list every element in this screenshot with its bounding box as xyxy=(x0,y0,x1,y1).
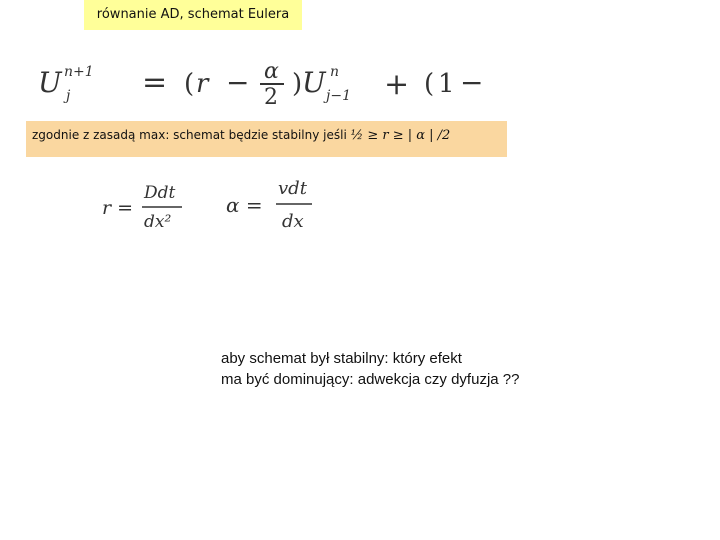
r-definition xyxy=(98,178,198,236)
eq-r: r xyxy=(196,69,209,99)
eq-U-rhs: U xyxy=(302,66,326,99)
eq-open-paren: ( xyxy=(184,69,195,99)
alpha-lhs: α = xyxy=(226,193,263,217)
eq-sub-j: j xyxy=(66,88,71,104)
title-box xyxy=(84,0,302,30)
r-denominator: dx² xyxy=(144,212,172,232)
question-line-2: ma być dominujący: adwekcja czy dyfuzja ?? xyxy=(221,371,520,388)
eq-U-lhs: U xyxy=(38,66,62,99)
alpha-definition xyxy=(222,172,322,236)
eq-minus-1: − xyxy=(226,66,250,99)
r-lhs: r = xyxy=(102,197,134,219)
eq-minus-2: − xyxy=(460,66,484,99)
eq-sup-n1: n+1 xyxy=(64,64,94,80)
eq-close-paren: ) xyxy=(292,69,303,99)
stability-condition: ½ ≥ r ≥ | α | /2 xyxy=(350,128,451,143)
eq-sup-n: n xyxy=(330,64,340,80)
eq-two: 2 xyxy=(264,85,278,110)
question-line-1: aby schemat był stabilny: który efekt xyxy=(221,350,462,367)
r-numerator: Ddt xyxy=(144,183,176,203)
eq-alpha: α xyxy=(264,59,279,84)
stability-note-text: zgodnie z zasadą max: schemat będzie stabilny jeśli xyxy=(32,128,347,142)
stability-note xyxy=(26,121,507,157)
eq-plus: + xyxy=(384,67,410,102)
alpha-denominator: dx xyxy=(282,211,304,232)
euler-scheme-equation xyxy=(30,54,500,110)
eq-one: 1 xyxy=(438,69,455,99)
alpha-numerator: vdt xyxy=(278,178,307,199)
question-text xyxy=(221,348,641,390)
eq-open-paren-2: ( xyxy=(424,69,435,99)
eq-equals: = xyxy=(142,65,168,100)
eq-sub-j-minus-1: j−1 xyxy=(326,88,351,104)
title-text: równanie AD, schemat Eulera xyxy=(96,7,290,22)
